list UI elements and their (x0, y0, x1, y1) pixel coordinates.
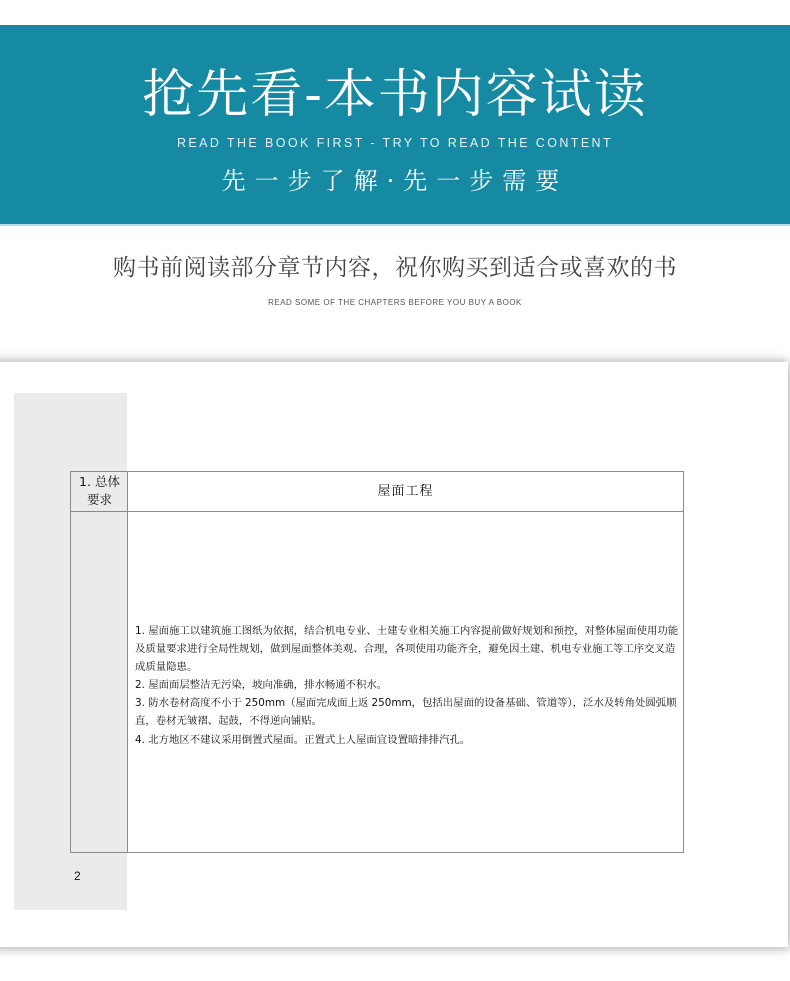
page-number: 2 (74, 869, 81, 883)
table-body-text (135, 622, 685, 749)
section-label-line2: 要求 (86, 492, 112, 507)
requirement-item: 2. 屋面面层整洁无污染，坡向准确，排水畅通不积水。 (135, 679, 388, 692)
table-header-section (71, 472, 128, 512)
table-header-title: 屋面工程 (377, 484, 434, 499)
requirement-item: 1. 屋面施工以建筑施工图纸为依据，结合机电专业、土建专业相关施工内容提前做好规划和预控，对整体屋面使用功能及质量要求进行全局性规划，做到屋面整体美观、合理，各项使用功能齐全，避免因土建、机电专业施工等工序交叉造成质量隐患。 (135, 625, 679, 674)
intro-english: READ SOME OF THE CHAPTERS BEFORE YOU BUY A BOOK (268, 298, 522, 307)
requirements-table (70, 471, 684, 853)
header-banner (0, 25, 790, 226)
table-left-column (71, 472, 128, 852)
banner-subtitle: 先一步了解·先一步需要 (221, 167, 569, 195)
banner-english-tagline: READ THE BOOK FIRST - TRY TO READ THE CONTENT (176, 136, 614, 150)
intro-title: 购书前阅读部分章节内容，祝你购买到适合或喜欢的书 (113, 255, 677, 281)
banner-title: 抢先看-本书内容试读 (142, 65, 648, 125)
requirement-item: 3. 防水卷材高度不小于 250mm（屋面完成面上返 250mm，包括出屋面的设备基础、管道等），泛水及转角处圆弧顺直，卷材无皱褶、起鼓，不得逆向铺贴。 (135, 697, 677, 728)
section-label-line1: 1. 总体 (79, 474, 120, 489)
requirement-item: 4. 北方地区不建议采用倒置式屋面。正置式上人屋面宜设置暗排排汽孔。 (135, 733, 471, 746)
table-header-row (71, 472, 683, 512)
